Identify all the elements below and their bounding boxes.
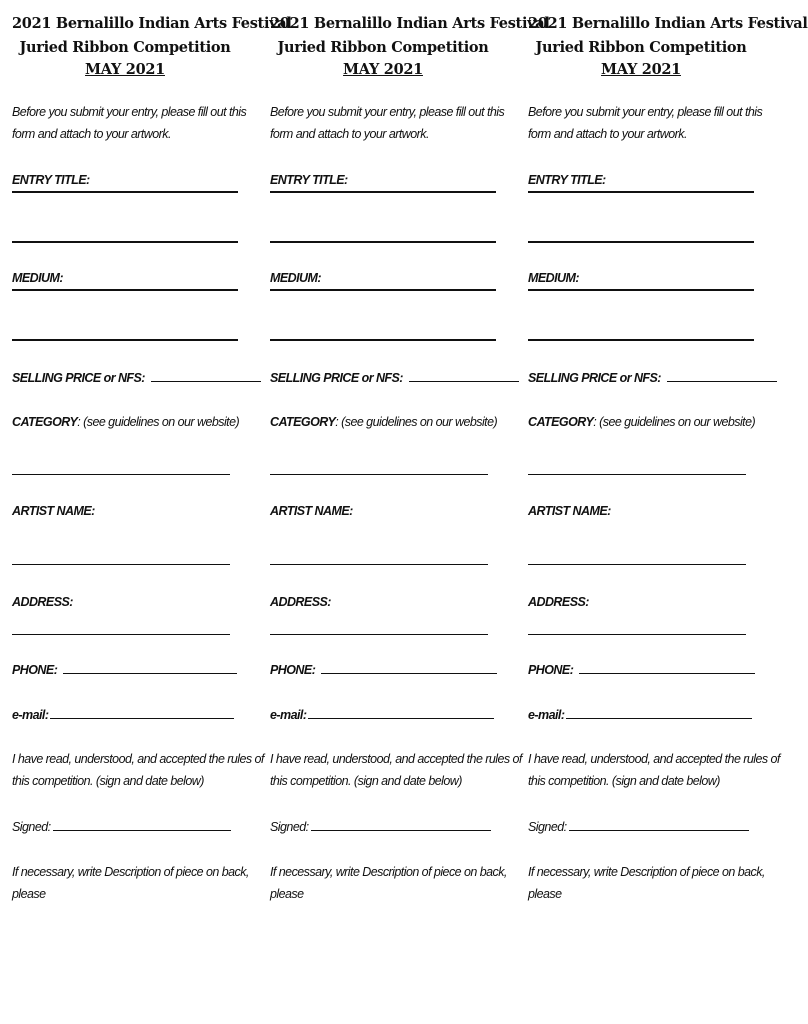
rules-text-line2: this competition. (sign and date below) bbox=[270, 774, 462, 788]
category-note: : (see guidelines on our website) bbox=[593, 415, 756, 429]
description-note-line2: please bbox=[528, 887, 562, 901]
email-row bbox=[12, 706, 234, 723]
phone-field[interactable] bbox=[579, 661, 755, 674]
selling-price-row bbox=[528, 369, 777, 386]
festival-title: 2021 Bernalillo Indian Arts Festival bbox=[270, 15, 550, 32]
intro-text-line1: Before you submit your entry, please fill out this bbox=[270, 105, 505, 119]
entry-title-label: ENTRY TITLE: bbox=[270, 173, 348, 187]
entry-form-3 bbox=[528, 0, 808, 1024]
phone-label: PHONE: bbox=[528, 663, 574, 677]
signed-row bbox=[528, 818, 749, 835]
email-label: e-mail: bbox=[528, 708, 565, 722]
phone-label: PHONE: bbox=[270, 663, 316, 677]
intro-text-line1: Before you submit your entry, please fill out this bbox=[12, 105, 247, 119]
artist-name-label: ARTIST NAME: bbox=[12, 504, 95, 518]
competition-title: Juried Ribbon Competition bbox=[277, 39, 489, 56]
entry-title-field[interactable] bbox=[270, 191, 496, 193]
description-note-line1: If necessary, write Description of piece on back, bbox=[12, 865, 249, 879]
category-note: : (see guidelines on our website) bbox=[77, 415, 240, 429]
email-label: e-mail: bbox=[270, 708, 307, 722]
entry-title-field[interactable] bbox=[12, 191, 238, 193]
phone-label: PHONE: bbox=[12, 663, 58, 677]
selling-price-field[interactable] bbox=[409, 369, 519, 382]
email-label: e-mail: bbox=[12, 708, 49, 722]
entry-form-1 bbox=[12, 0, 292, 1024]
email-row bbox=[528, 706, 752, 723]
email-field[interactable] bbox=[50, 706, 234, 719]
category-row bbox=[270, 414, 497, 430]
entry-title-label: ENTRY TITLE: bbox=[528, 173, 606, 187]
intro-text-line1: Before you submit your entry, please fill out this bbox=[528, 105, 763, 119]
signed-row bbox=[270, 818, 491, 835]
artist-name-field[interactable] bbox=[528, 564, 746, 565]
address-field[interactable] bbox=[270, 634, 488, 635]
address-field[interactable] bbox=[12, 634, 230, 635]
email-field[interactable] bbox=[566, 706, 752, 719]
artist-name-label: ARTIST NAME: bbox=[528, 504, 611, 518]
entry-title-label: ENTRY TITLE: bbox=[12, 173, 90, 187]
rules-text-line1: I have read, understood, and accepted the rules of bbox=[12, 752, 264, 766]
category-row bbox=[528, 414, 755, 430]
artist-name-field[interactable] bbox=[270, 564, 488, 565]
competition-date: MAY 2021 bbox=[343, 61, 423, 78]
selling-price-label: SELLING PRICE or NFS: bbox=[528, 371, 661, 385]
address-label: ADDRESS: bbox=[270, 595, 331, 609]
entry-title-field-line2[interactable] bbox=[270, 241, 496, 243]
selling-price-label: SELLING PRICE or NFS: bbox=[270, 371, 403, 385]
entry-form-2 bbox=[270, 0, 550, 1024]
medium-field-line2[interactable] bbox=[270, 339, 496, 341]
address-label: ADDRESS: bbox=[528, 595, 589, 609]
description-note-line2: please bbox=[270, 887, 304, 901]
phone-field[interactable] bbox=[321, 661, 497, 674]
category-label: CATEGORY bbox=[12, 415, 78, 429]
competition-title: Juried Ribbon Competition bbox=[535, 39, 747, 56]
category-field[interactable] bbox=[270, 474, 488, 475]
selling-price-field[interactable] bbox=[667, 369, 777, 382]
description-note-line1: If necessary, write Description of piece on back, bbox=[528, 865, 765, 879]
selling-price-row bbox=[12, 369, 261, 386]
signed-row bbox=[12, 818, 231, 835]
festival-title: 2021 Bernalillo Indian Arts Festival bbox=[528, 15, 808, 32]
intro-text-line2: form and attach to your artwork. bbox=[12, 127, 171, 141]
medium-label: MEDIUM: bbox=[528, 271, 580, 285]
phone-field[interactable] bbox=[63, 661, 237, 674]
medium-field[interactable] bbox=[12, 289, 238, 291]
category-field[interactable] bbox=[12, 474, 230, 475]
description-note-line1: If necessary, write Description of piece on back, bbox=[270, 865, 507, 879]
signed-label: Signed: bbox=[270, 820, 309, 834]
description-note-line2: please bbox=[12, 887, 46, 901]
signature-field[interactable] bbox=[311, 818, 491, 831]
signed-label: Signed: bbox=[12, 820, 51, 834]
medium-field[interactable] bbox=[270, 289, 496, 291]
entry-title-field[interactable] bbox=[528, 191, 754, 193]
selling-price-field[interactable] bbox=[151, 369, 261, 382]
rules-text-line1: I have read, understood, and accepted the rules of bbox=[528, 752, 780, 766]
signature-field[interactable] bbox=[569, 818, 749, 831]
competition-date: MAY 2021 bbox=[601, 61, 681, 78]
intro-text-line2: form and attach to your artwork. bbox=[270, 127, 429, 141]
entry-title-field-line2[interactable] bbox=[528, 241, 754, 243]
artist-name-field[interactable] bbox=[12, 564, 230, 565]
signature-field[interactable] bbox=[53, 818, 231, 831]
category-label: CATEGORY bbox=[270, 415, 336, 429]
rules-text-line1: I have read, understood, and accepted the rules of bbox=[270, 752, 522, 766]
rules-text-line2: this competition. (sign and date below) bbox=[12, 774, 204, 788]
medium-label: MEDIUM: bbox=[270, 271, 322, 285]
intro-text-line2: form and attach to your artwork. bbox=[528, 127, 687, 141]
category-note: : (see guidelines on our website) bbox=[335, 415, 498, 429]
category-label: CATEGORY bbox=[528, 415, 594, 429]
address-field[interactable] bbox=[528, 634, 746, 635]
signed-label: Signed: bbox=[528, 820, 567, 834]
medium-field[interactable] bbox=[528, 289, 754, 291]
medium-field-line2[interactable] bbox=[12, 339, 238, 341]
phone-row bbox=[528, 661, 755, 678]
competition-title: Juried Ribbon Competition bbox=[19, 39, 231, 56]
competition-date: MAY 2021 bbox=[85, 61, 165, 78]
festival-title: 2021 Bernalillo Indian Arts Festival bbox=[12, 15, 292, 32]
selling-price-row bbox=[270, 369, 519, 386]
medium-field-line2[interactable] bbox=[528, 339, 754, 341]
artist-name-label: ARTIST NAME: bbox=[270, 504, 353, 518]
address-label: ADDRESS: bbox=[12, 595, 73, 609]
email-row bbox=[270, 706, 494, 723]
email-field[interactable] bbox=[308, 706, 494, 719]
phone-row bbox=[12, 661, 237, 678]
category-field[interactable] bbox=[528, 474, 746, 475]
category-row bbox=[12, 414, 239, 430]
medium-label: MEDIUM: bbox=[12, 271, 64, 285]
selling-price-label: SELLING PRICE or NFS: bbox=[12, 371, 145, 385]
phone-row bbox=[270, 661, 497, 678]
rules-text-line2: this competition. (sign and date below) bbox=[528, 774, 720, 788]
entry-title-field-line2[interactable] bbox=[12, 241, 238, 243]
